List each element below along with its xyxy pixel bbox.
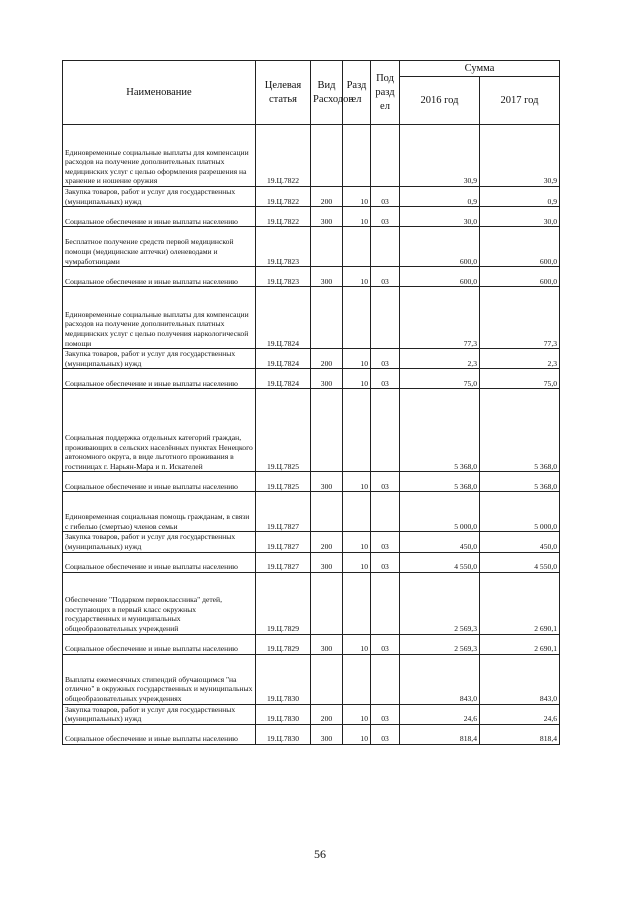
row-name: Закупка товаров, работ и услуг для государственных (муниципальных) нужд bbox=[63, 187, 256, 207]
header-subsection: Под разд ел bbox=[371, 61, 400, 125]
row-sum-2017: 818,4 bbox=[480, 724, 560, 744]
row-sum-2017: 0,9 bbox=[480, 187, 560, 207]
row-sum-2017: 5 368,0 bbox=[480, 472, 560, 492]
row-section: 10 bbox=[343, 187, 371, 207]
row-section bbox=[343, 227, 371, 267]
row-name: Закупка товаров, работ и услуг для государственных (муниципальных) нужд bbox=[63, 704, 256, 724]
row-expense-type bbox=[311, 492, 343, 532]
row-subsection: 03 bbox=[371, 267, 400, 287]
table-row bbox=[63, 492, 560, 532]
row-name: Социальное обеспечение и иные выплаты населению bbox=[63, 552, 256, 572]
table-row bbox=[63, 187, 560, 207]
row-target-article: 19.Ц.7824 bbox=[256, 287, 311, 349]
row-section: 10 bbox=[343, 267, 371, 287]
row-sum-2016: 30,9 bbox=[400, 125, 480, 187]
row-section bbox=[343, 389, 371, 472]
row-sum-2017: 843,0 bbox=[480, 654, 560, 704]
row-sum-2017: 2 690,1 bbox=[480, 572, 560, 634]
row-expense-type: 300 bbox=[311, 552, 343, 572]
row-name: Единовременные социальные выплаты для компенсации расходов на получение дополнительных платных медицинских услуг с целью получения наркологической помощи bbox=[63, 287, 256, 349]
row-sum-2017: 30,9 bbox=[480, 125, 560, 187]
row-subsection bbox=[371, 287, 400, 349]
page-number: 56 bbox=[314, 847, 326, 861]
table-body bbox=[63, 125, 560, 745]
header-expense-type: Вид Расходов bbox=[311, 61, 343, 125]
header-year-2017: 2017 год bbox=[480, 77, 560, 125]
row-section: 10 bbox=[343, 552, 371, 572]
table-row bbox=[63, 349, 560, 369]
row-sum-2017: 2,3 bbox=[480, 349, 560, 369]
row-subsection: 03 bbox=[371, 369, 400, 389]
table-row bbox=[63, 267, 560, 287]
table-row bbox=[63, 634, 560, 654]
row-target-article: 19.Ц.7827 bbox=[256, 552, 311, 572]
table-row bbox=[63, 369, 560, 389]
row-sum-2016: 5 000,0 bbox=[400, 492, 480, 532]
row-expense-type bbox=[311, 287, 343, 349]
row-section: 10 bbox=[343, 472, 371, 492]
row-subsection bbox=[371, 125, 400, 187]
budget-table bbox=[62, 60, 560, 745]
row-sum-2017: 450,0 bbox=[480, 532, 560, 552]
row-section bbox=[343, 125, 371, 187]
row-name: Социальное обеспечение и иные выплаты населению bbox=[63, 634, 256, 654]
table-row bbox=[63, 389, 560, 472]
row-section: 10 bbox=[343, 349, 371, 369]
row-sum-2016: 450,0 bbox=[400, 532, 480, 552]
row-section: 10 bbox=[343, 369, 371, 389]
row-name: Бесплатное получение средств первой медицинской помощи (медицинские аптечки) оленеводами и чумработницами bbox=[63, 227, 256, 267]
table-row bbox=[63, 654, 560, 704]
row-subsection bbox=[371, 389, 400, 472]
table-row bbox=[63, 704, 560, 724]
table-row bbox=[63, 227, 560, 267]
row-section bbox=[343, 654, 371, 704]
row-target-article: 19.Ц.7823 bbox=[256, 227, 311, 267]
row-target-article: 19.Ц.7829 bbox=[256, 634, 311, 654]
row-subsection: 03 bbox=[371, 552, 400, 572]
header-section: Разд ел bbox=[343, 61, 371, 125]
row-expense-type bbox=[311, 389, 343, 472]
row-expense-type bbox=[311, 572, 343, 634]
row-subsection: 03 bbox=[371, 724, 400, 744]
table-row bbox=[63, 572, 560, 634]
row-target-article: 19.Ц.7822 bbox=[256, 207, 311, 227]
row-expense-type: 200 bbox=[311, 704, 343, 724]
row-sum-2017: 24,6 bbox=[480, 704, 560, 724]
row-sum-2017: 30,0 bbox=[480, 207, 560, 227]
row-name: Единовременная социальная помощь гражданам, в связи с гибелью (смертью) членов семьи bbox=[63, 492, 256, 532]
row-section: 10 bbox=[343, 532, 371, 552]
row-name: Социальное обеспечение и иные выплаты населению bbox=[63, 724, 256, 744]
row-sum-2017: 5 368,0 bbox=[480, 389, 560, 472]
row-target-article: 19.Ц.7824 bbox=[256, 349, 311, 369]
row-subsection: 03 bbox=[371, 472, 400, 492]
row-target-article: 19.Ц.7825 bbox=[256, 389, 311, 472]
row-expense-type: 300 bbox=[311, 369, 343, 389]
table-row bbox=[63, 552, 560, 572]
row-subsection: 03 bbox=[371, 207, 400, 227]
row-expense-type: 300 bbox=[311, 724, 343, 744]
header-year-2016: 2016 год bbox=[400, 77, 480, 125]
row-sum-2016: 77,3 bbox=[400, 287, 480, 349]
row-name: Единовременные социальные выплаты для компенсации расходов на получение дополнительных платных медицинских услуг с целью оформления разрешения на хранение и ношение оружия bbox=[63, 125, 256, 187]
row-sum-2017: 5 000,0 bbox=[480, 492, 560, 532]
row-name: Закупка товаров, работ и услуг для государственных (муниципальных) нужд bbox=[63, 532, 256, 552]
row-expense-type: 300 bbox=[311, 267, 343, 287]
row-expense-type: 300 bbox=[311, 207, 343, 227]
row-expense-type: 200 bbox=[311, 532, 343, 552]
row-sum-2016: 5 368,0 bbox=[400, 389, 480, 472]
row-name: Социальная поддержка отдельных категорий граждан, проживающих в сельских населённых пунктах Ненецкого автономного округа, в виде льготного проживания в гостиницах г. Нарьян-Мара и п. Искателей bbox=[63, 389, 256, 472]
row-expense-type bbox=[311, 125, 343, 187]
row-expense-type bbox=[311, 654, 343, 704]
header-sum: Сумма bbox=[400, 61, 560, 77]
row-sum-2017: 600,0 bbox=[480, 267, 560, 287]
table-row bbox=[63, 287, 560, 349]
header-target-article: Целевая статья bbox=[256, 61, 311, 125]
row-sum-2016: 843,0 bbox=[400, 654, 480, 704]
row-subsection: 03 bbox=[371, 349, 400, 369]
row-name: Социальное обеспечение и иные выплаты населению bbox=[63, 369, 256, 389]
row-sum-2016: 600,0 bbox=[400, 227, 480, 267]
row-target-article: 19.Ц.7830 bbox=[256, 654, 311, 704]
row-name: Социальное обеспечение и иные выплаты населению bbox=[63, 267, 256, 287]
table-header bbox=[63, 61, 560, 125]
row-name: Закупка товаров, работ и услуг для государственных (муниципальных) нужд bbox=[63, 349, 256, 369]
row-expense-type: 300 bbox=[311, 472, 343, 492]
row-subsection bbox=[371, 227, 400, 267]
row-section: 10 bbox=[343, 634, 371, 654]
row-subsection: 03 bbox=[371, 704, 400, 724]
table-row bbox=[63, 724, 560, 744]
row-target-article: 19.Ц.7827 bbox=[256, 532, 311, 552]
row-sum-2016: 30,0 bbox=[400, 207, 480, 227]
row-name: Обеспечение "Подарком первоклассника" детей, поступающих в первый класс окружных государственных и муниципальных общеобразовательных учреждений bbox=[63, 572, 256, 634]
row-target-article: 19.Ц.7822 bbox=[256, 125, 311, 187]
row-subsection bbox=[371, 572, 400, 634]
row-target-article: 19.Ц.7822 bbox=[256, 187, 311, 207]
row-sum-2017: 2 690,1 bbox=[480, 634, 560, 654]
row-section bbox=[343, 287, 371, 349]
row-name: Социальное обеспечение и иные выплаты населению bbox=[63, 207, 256, 227]
row-section bbox=[343, 572, 371, 634]
row-target-article: 19.Ц.7830 bbox=[256, 704, 311, 724]
row-section: 10 bbox=[343, 724, 371, 744]
row-subsection: 03 bbox=[371, 187, 400, 207]
row-sum-2016: 600,0 bbox=[400, 267, 480, 287]
row-sum-2017: 600,0 bbox=[480, 227, 560, 267]
row-target-article: 19.Ц.7825 bbox=[256, 472, 311, 492]
row-subsection bbox=[371, 492, 400, 532]
row-sum-2017: 4 550,0 bbox=[480, 552, 560, 572]
header-name: Наименование bbox=[63, 61, 256, 125]
row-section: 10 bbox=[343, 704, 371, 724]
row-expense-type: 200 bbox=[311, 349, 343, 369]
row-target-article: 19.Ц.7830 bbox=[256, 724, 311, 744]
row-target-article: 19.Ц.7824 bbox=[256, 369, 311, 389]
row-name: Социальное обеспечение и иные выплаты населению bbox=[63, 472, 256, 492]
row-target-article: 19.Ц.7829 bbox=[256, 572, 311, 634]
row-sum-2016: 24,6 bbox=[400, 704, 480, 724]
row-sum-2017: 75,0 bbox=[480, 369, 560, 389]
row-sum-2016: 5 368,0 bbox=[400, 472, 480, 492]
row-expense-type: 200 bbox=[311, 187, 343, 207]
row-section: 10 bbox=[343, 207, 371, 227]
table-row bbox=[63, 125, 560, 187]
row-target-article: 19.Ц.7823 bbox=[256, 267, 311, 287]
row-subsection: 03 bbox=[371, 634, 400, 654]
row-sum-2016: 2 569,3 bbox=[400, 572, 480, 634]
row-sum-2017: 77,3 bbox=[480, 287, 560, 349]
row-section bbox=[343, 492, 371, 532]
row-subsection bbox=[371, 654, 400, 704]
row-sum-2016: 0,9 bbox=[400, 187, 480, 207]
row-sum-2016: 2,3 bbox=[400, 349, 480, 369]
row-target-article: 19.Ц.7827 bbox=[256, 492, 311, 532]
row-sum-2016: 818,4 bbox=[400, 724, 480, 744]
row-sum-2016: 4 550,0 bbox=[400, 552, 480, 572]
table-row bbox=[63, 472, 560, 492]
row-subsection: 03 bbox=[371, 532, 400, 552]
table-row bbox=[63, 532, 560, 552]
table-row bbox=[63, 207, 560, 227]
row-expense-type: 300 bbox=[311, 634, 343, 654]
row-sum-2016: 2 569,3 bbox=[400, 634, 480, 654]
row-name: Выплаты ежемесячных стипендий обучающимся "на отлично" в окружных государственных и муниципальных общеобразовательных учреждениях bbox=[63, 654, 256, 704]
row-expense-type bbox=[311, 227, 343, 267]
row-sum-2016: 75,0 bbox=[400, 369, 480, 389]
